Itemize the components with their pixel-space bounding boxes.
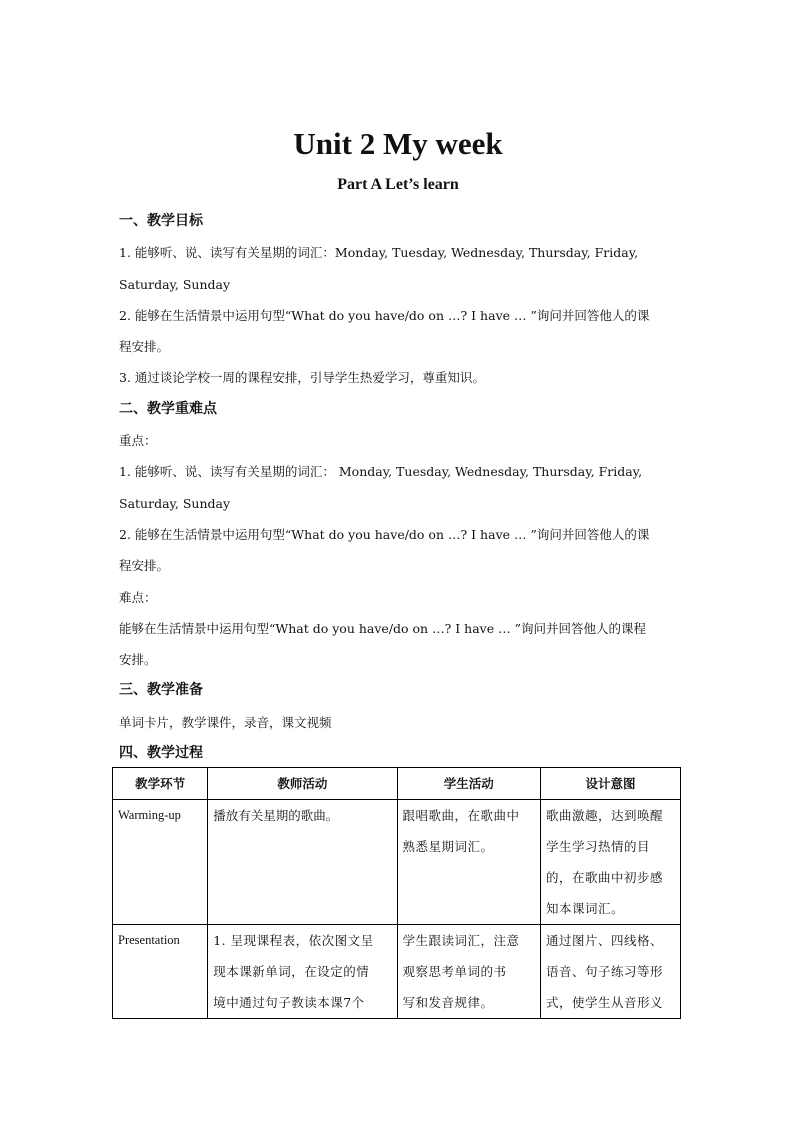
table-row xyxy=(113,800,681,925)
cell-line: 写和发音规律。 xyxy=(402,995,494,1010)
cell-stage: Presentation xyxy=(113,925,208,1019)
column-header-student: 学生活动 xyxy=(397,768,540,800)
column-header-intent: 设计意图 xyxy=(540,768,680,800)
process-table xyxy=(112,767,681,1019)
section-heading-preparation: 三、教学准备 xyxy=(119,682,203,699)
column-header-stage: 教学环节 xyxy=(113,768,208,800)
cell-line: 的，在歌曲中初步感 xyxy=(545,870,663,885)
key-point-line: 重点： xyxy=(119,433,157,449)
goal-line: 1. 能够听、说、读写有关星期的词汇：Monday, Tuesday, Wednesday, Thursday, Friday, xyxy=(119,245,639,261)
preparation-line: 单词卡片，教学课件，录音，课文视频 xyxy=(119,714,332,730)
key-point-line: 程安排。 xyxy=(119,558,170,574)
key-point-line: 1. 能够听、说、读写有关星期的词汇： Monday, Tuesday, Wednesday, Thursday, Friday, xyxy=(119,464,643,480)
goal-line: 2. 能够在生活情景中运用句型“What do you have/do on …? I have … ”询问并回答他人的课 xyxy=(119,307,650,323)
cell-teacher xyxy=(208,800,397,925)
cell-line: 知本课词汇。 xyxy=(545,901,624,916)
cell-line: 式，使学生从音形义 xyxy=(545,995,663,1010)
cell-line: 1. 呈现课程表，依次图文呈 xyxy=(213,933,374,948)
table-header-row xyxy=(113,768,681,800)
cell-intent xyxy=(540,800,680,925)
cell-line: 境中通过句子教读本课7个 xyxy=(213,995,365,1010)
cell-line: 通过图片、四线格、 xyxy=(545,933,663,948)
table-row xyxy=(113,925,681,1019)
key-point-line: Saturday, Sunday xyxy=(119,495,231,511)
cell-teacher xyxy=(208,925,397,1019)
cell-line: 语音、句子练习等形 xyxy=(545,964,663,979)
cell-student xyxy=(397,800,540,925)
key-point-line: 安排。 xyxy=(119,652,157,668)
document-title: Unit 2 My week xyxy=(293,126,503,161)
cell-stage: Warming-up xyxy=(113,800,208,925)
document-body xyxy=(119,206,679,769)
cell-line: 现本课新单词，在设定的情 xyxy=(213,964,370,979)
cell-line: 跟唱歌曲，在歌曲中 xyxy=(402,808,520,823)
cell-line: 学生跟读词汇，注意 xyxy=(402,933,520,948)
cell-line: 观察思考单词的书 xyxy=(402,964,507,979)
cell-line: 歌曲激趣，达到唤醒 xyxy=(545,808,663,823)
document-subtitle: Part A Let’s learn xyxy=(337,176,459,193)
section-heading-process: 四、教学过程 xyxy=(119,745,203,762)
key-point-line: 2. 能够在生活情景中运用句型“What do you have/do on …? I have … ”询问并回答他人的课 xyxy=(119,526,650,542)
column-header-teacher: 教师活动 xyxy=(208,768,397,800)
goal-line: 程安排。 xyxy=(119,339,170,355)
cell-intent xyxy=(540,925,680,1019)
section-heading-key-points: 二、教学重难点 xyxy=(119,400,217,417)
cell-line: 学生学习热情的目 xyxy=(545,839,650,854)
key-point-line: 能够在生活情景中运用句型“What do you have/do on …? I have … ”询问并回答他人的课程 xyxy=(119,620,646,636)
goal-line: 3. 通过谈论学校一周的课程安排，引导学生热爱学习，尊重知识。 xyxy=(119,370,485,386)
cell-line: 播放有关星期的歌曲。 xyxy=(213,808,339,823)
goal-line: Saturday, Sunday xyxy=(119,276,231,292)
cell-line: 熟悉星期词汇。 xyxy=(402,839,494,854)
cell-student xyxy=(397,925,540,1019)
key-point-line: 难点： xyxy=(119,589,157,605)
section-heading-goals: 一、教学目标 xyxy=(119,213,203,229)
